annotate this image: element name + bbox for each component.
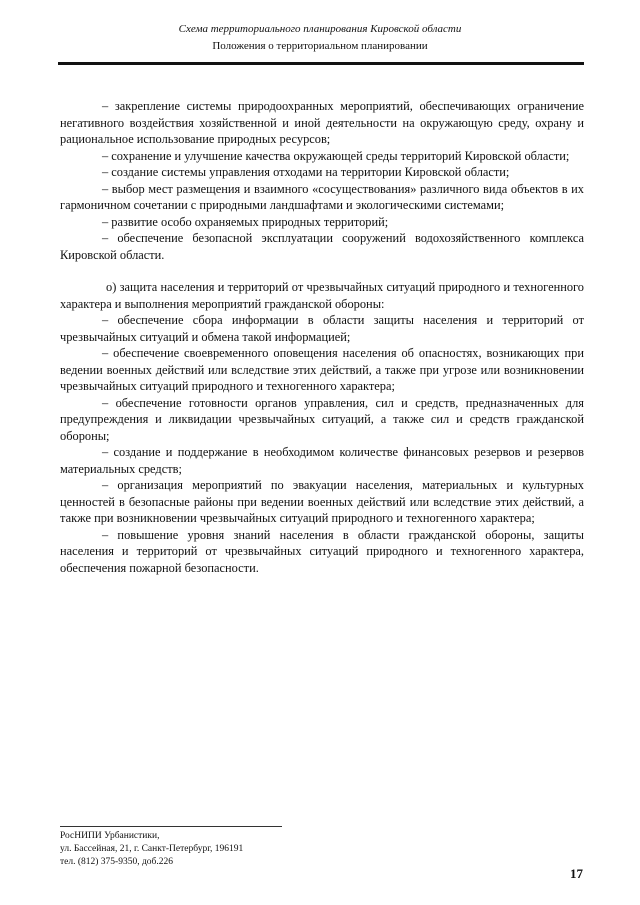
page-header bbox=[60, 22, 580, 53]
footer-org: РосНИПИ Урбанистики, bbox=[60, 831, 160, 841]
list-item: – обеспечение готовности органов управления, сил и средств, предназначенных для предупреждения и ликвидации чрезвычайных ситуаций, а также сил и средств гражданской обороны; bbox=[60, 395, 584, 443]
page-footer bbox=[60, 830, 243, 869]
document-subtitle: Положения о территориальном планировании bbox=[212, 40, 428, 52]
footer-address: ул. Бассейная, 21, г. Санкт-Петербург, 196191 bbox=[60, 844, 244, 854]
page-body bbox=[60, 98, 584, 576]
list-item: – сохранение и улучшение качества окружающей среды территорий Кировской области; bbox=[102, 148, 570, 163]
list-item: – развитие особо охраняемых природных территорий; bbox=[102, 214, 389, 229]
list-item: – закрепление системы природоохранных мероприятий, обеспечивающих ограничение негативного воздействия хозяйственной и иной деятельности на окружающую среду, охрану и рациональное использование природных ресурсов; bbox=[60, 99, 584, 146]
list-item: – создание и поддержание в необходимом количестве финансовых резервов и резервов материальных средств; bbox=[60, 445, 584, 476]
list-item: – выбор мест размещения и взаимного «сосуществования» различного вида объектов в их гармоничном сочетании с природными ландшафтами и экологическими системами; bbox=[60, 181, 584, 212]
footer-phone: тел. (812) 375-9350, доб.226 bbox=[60, 857, 174, 867]
list-item: – повышение уровня знаний населения в области гражданской обороны, защиты населения и территорий от чрезвычайных ситуаций природного и техногенного характера, обеспечения пожарной безопасности. bbox=[60, 527, 584, 575]
header-divider bbox=[58, 62, 584, 65]
page-number: 17 bbox=[570, 866, 583, 881]
document-title: Схема территориального планирования Кировской области bbox=[178, 23, 462, 35]
list-item: – создание системы управления отходами на территории Кировской области; bbox=[102, 165, 510, 179]
section-gap bbox=[60, 263, 584, 279]
list-item: – обеспечение своевременного оповещения населения об опасностях, возникающих при ведении военных действий или вследствие этих действий, а также при угрозе или возникновении чрезвычайных ситуаций природного и техногенного характера; bbox=[60, 346, 584, 393]
list-item: – обеспечение безопасной эксплуатации сооружений водохозяйственного комплекса Кировской области. bbox=[60, 231, 584, 262]
list-item: – обеспечение сбора информации в области защиты населения и территорий от чрезвычайных ситуаций и обмена такой информацией; bbox=[60, 313, 584, 344]
list-item: – организация мероприятий по эвакуации населения, материальных и культурных ценностей в безопасные районы при ведении военных действий или вследствие этих действий, а также при возникновении чрезвычайных ситуаций природного и техногенного характера; bbox=[60, 478, 584, 525]
footer-divider bbox=[60, 826, 282, 827]
section-heading: о) защита населения и территорий от чрезвычайных ситуаций природного и техногенного характера и выполнения мероприятий гражданской обороны: bbox=[60, 280, 584, 311]
